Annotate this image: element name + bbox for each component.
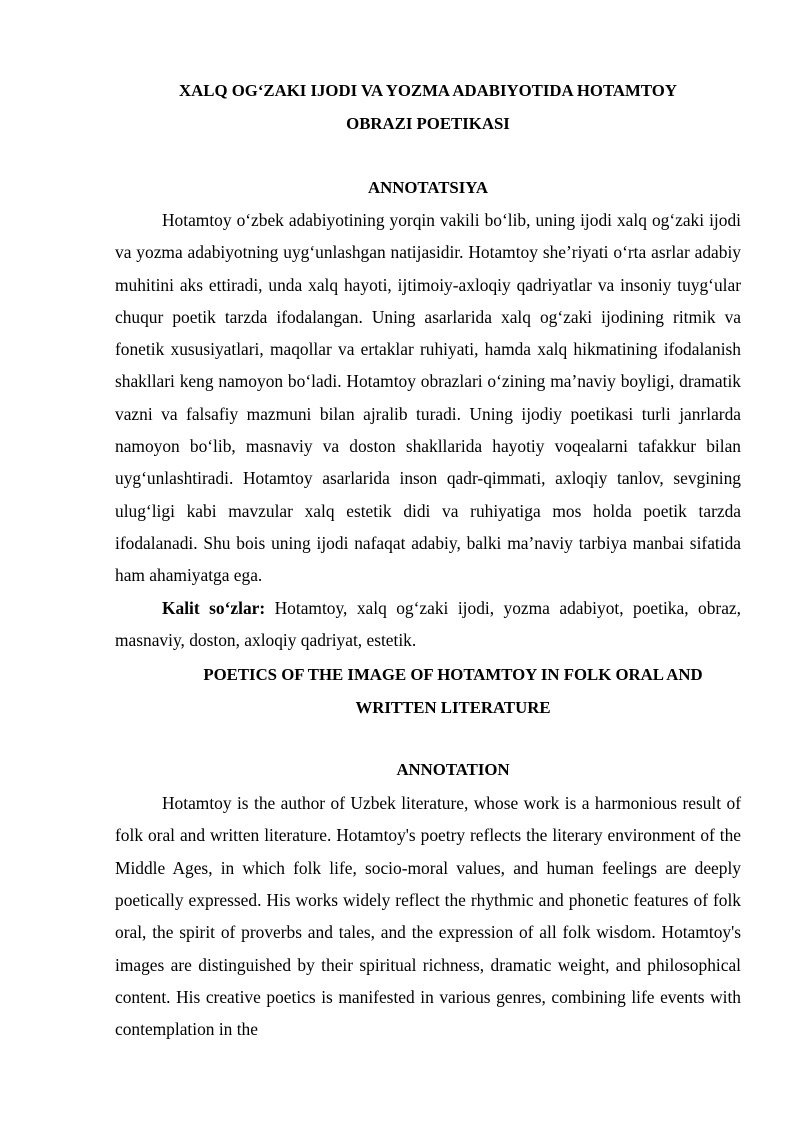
english-abstract: Hotamtoy is the author of Uzbek literature, whose work is a harmonious result of folk oral and written literature. Hotamtoy's poetry reflects the literary environment of the Middle Ages, in which folk life, socio-moral values, and human feelings are deeply poetically expressed. His works widely reflect the rhythmic and phonetic features of folk oral, the spirit of proverbs and tales, and the expression of all folk wisdom. Hotamtoy's images are distinguished by their spiritual richness, dramatic weight, and philosophical content. His creative poetics is manifested in various genres, combining life events with contemplation in the <box>115 793 741 1040</box>
uzbek-section-heading: ANNOTATSIYA <box>368 178 488 197</box>
document-page <box>115 74 741 1046</box>
uzbek-title-line-2: OBRAZI POETIKASI <box>346 114 510 133</box>
english-title-line-2: WRITTEN LITERATURE <box>355 698 551 718</box>
uzbek-keywords-label: Kalit so‘zlar: <box>162 597 266 618</box>
english-title <box>115 658 741 724</box>
english-title-line-1: POETICS OF THE IMAGE OF HOTAMTOY IN FOLK ORAL AND <box>203 665 703 685</box>
uzbek-keywords-text: Hotamtoy, xalq og‘zaki ijodi, yozma adabiyot, poetika, obraz, masnaviy, doston, axloqiy qadriyat, estetik. <box>115 597 741 650</box>
uzbek-title-line-1: XALQ OG‘ZAKI IJODI VA YOZMA ADABIYOTIDA HOTAMTOY <box>179 81 677 100</box>
uzbek-abstract: Hotamtoy o‘zbek adabiyotining yorqin vakili bo‘lib, uning ijodi xalq og‘zaki ijodi va yozma adabiyotning uyg‘unlashgan natijasidir. Hotamtoy she’riyati o‘rta asrlar adabiy muhitini aks ettiradi, unda xalq hayoti, ijtimoiy-axloqiy qadriyatlar va insoniy tuyg‘ular chuqur poetik tarzda ifodalangan. Uning asarlarida xalq og‘zaki ijodining ritmik va fonetik xususiyatlari, maqollar va ertaklar ruhiyati, hamda xalq hikmatining ifodalanish shakllari keng namoyon bo‘ladi. Hotamtoy obrazlari o‘zining ma’naviy boyligi, dramatik vazni va falsafiy mazmuni bilan ajralib turadi. Uning ijodiy poetikasi turli janrlarda namoyon bo‘lib, masnaviy va doston shakllarida hayotiy voqealarni tafakkur bilan uyg‘unlashtiradi. Hotamtoy asarlarida inson qadr-qimmati, axloqiy tanlov, sevgining ulug‘ligi kabi mavzular xalq estetik didi va ruhiyatiga mos holda poetik tarzda ifodalanadi. Shu bois uning ijodi nafaqat adabiy, balki ma’naviy tarbiya manbai sifatida ham ahamiyatga ega. <box>115 210 741 586</box>
uzbek-keywords <box>115 592 741 657</box>
english-section-heading: ANNOTATION <box>396 760 510 780</box>
uzbek-title <box>115 74 741 140</box>
